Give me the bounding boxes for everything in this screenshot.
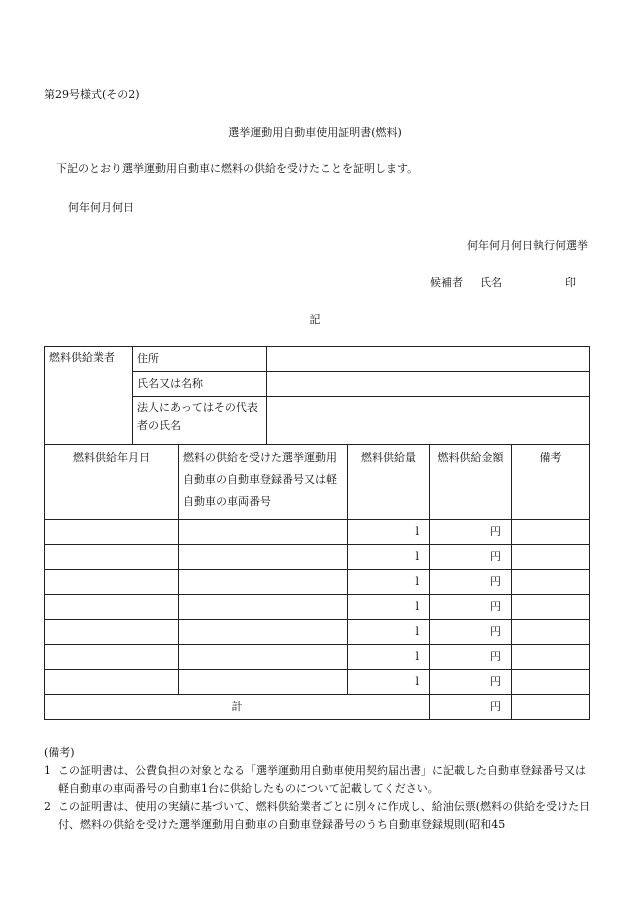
note-item bbox=[44, 762, 592, 798]
row-amount-unit[interactable]: 円 bbox=[430, 595, 512, 620]
row-date[interactable] bbox=[45, 595, 179, 620]
fuel-certificate-table bbox=[44, 346, 590, 720]
note-number: 2 bbox=[44, 800, 51, 813]
row-date[interactable] bbox=[45, 545, 179, 570]
row-date[interactable] bbox=[45, 645, 179, 670]
total-amount-unit[interactable]: 円 bbox=[430, 695, 512, 720]
note-text: この証明書は、使用の実績に基づいて、燃料供給業者ごとに別々に作成し、給油伝票(燃料の供給を受けた日付、燃料の供給を受けた選挙運動用自動車の自動車登録番号のうち自動車登録規則(昭和45 bbox=[58, 800, 591, 831]
note-number: 1 bbox=[44, 764, 51, 777]
supplier-address-label: 住所 bbox=[133, 347, 267, 372]
total-row bbox=[45, 695, 590, 720]
row-remarks[interactable] bbox=[512, 520, 590, 545]
certification-date: 何年何月何日 bbox=[68, 201, 134, 214]
row-quantity-unit[interactable]: l bbox=[348, 520, 430, 545]
total-remarks[interactable] bbox=[512, 695, 590, 720]
seal-mark: 印 bbox=[565, 276, 576, 289]
column-header-remarks: 備考 bbox=[512, 445, 590, 520]
supplier-name-value[interactable] bbox=[267, 372, 590, 397]
row-quantity-unit[interactable]: l bbox=[348, 670, 430, 695]
row-vehicle[interactable] bbox=[179, 620, 348, 645]
supplier-name-label: 氏名又は名称 bbox=[133, 372, 267, 397]
note-text: この証明書は、公費負担の対象となる「選挙運動用自動車使用契約届出書」に記載した自動車登録番号又は軽自動車の車両番号の自動車1台に供給したものについて記載してください。 bbox=[58, 764, 586, 795]
row-quantity-unit[interactable]: l bbox=[348, 570, 430, 595]
intro-text: 下記のとおり選挙運動用自動車に燃料の供給を受けたことを証明します。 bbox=[56, 162, 419, 175]
candidate-line bbox=[430, 274, 576, 290]
row-remarks[interactable] bbox=[512, 595, 590, 620]
row-remarks[interactable] bbox=[512, 620, 590, 645]
row-quantity-unit[interactable]: l bbox=[348, 545, 430, 570]
table-row bbox=[45, 670, 590, 695]
row-amount-unit[interactable]: 円 bbox=[430, 670, 512, 695]
table-row bbox=[45, 570, 590, 595]
document-title: 選挙運動用自動車使用証明書(燃料) bbox=[228, 126, 402, 139]
row-vehicle[interactable] bbox=[179, 645, 348, 670]
row-remarks[interactable] bbox=[512, 545, 590, 570]
total-label: 計 bbox=[45, 695, 430, 720]
column-header-amount: 燃料供給金額 bbox=[430, 445, 512, 520]
row-date[interactable] bbox=[45, 620, 179, 645]
row-vehicle[interactable] bbox=[179, 545, 348, 570]
row-vehicle[interactable] bbox=[179, 670, 348, 695]
supplier-representative-label: 法人にあってはその代表者の氏名 bbox=[133, 397, 267, 445]
table-row bbox=[45, 545, 590, 570]
row-date[interactable] bbox=[45, 670, 179, 695]
row-remarks[interactable] bbox=[512, 645, 590, 670]
column-header-date: 燃料供給年月日 bbox=[45, 445, 179, 520]
supplier-representative-value[interactable] bbox=[267, 397, 590, 445]
row-amount-unit[interactable]: 円 bbox=[430, 620, 512, 645]
row-quantity-unit[interactable]: l bbox=[348, 645, 430, 670]
candidate-name-label: 氏名 bbox=[480, 276, 502, 289]
row-remarks[interactable] bbox=[512, 670, 590, 695]
row-vehicle[interactable] bbox=[179, 570, 348, 595]
column-header-quantity: 燃料供給量 bbox=[348, 445, 430, 520]
row-amount-unit[interactable]: 円 bbox=[430, 645, 512, 670]
notes-header: (備考) bbox=[44, 746, 75, 759]
row-amount-unit[interactable]: 円 bbox=[430, 545, 512, 570]
election-name: 何年何月何日執行何選挙 bbox=[467, 239, 588, 252]
table-row bbox=[45, 595, 590, 620]
row-date[interactable] bbox=[45, 520, 179, 545]
notes-section bbox=[44, 744, 592, 834]
supplier-address-value[interactable] bbox=[267, 347, 590, 372]
ki-heading: 記 bbox=[309, 313, 321, 326]
row-vehicle[interactable] bbox=[179, 595, 348, 620]
table-row bbox=[45, 520, 590, 545]
row-quantity-unit[interactable]: l bbox=[348, 620, 430, 645]
row-remarks[interactable] bbox=[512, 570, 590, 595]
candidate-label: 候補者 bbox=[430, 276, 463, 289]
table-row bbox=[45, 645, 590, 670]
row-amount-unit[interactable]: 円 bbox=[430, 570, 512, 595]
table-row bbox=[45, 620, 590, 645]
form-number: 第29号様式(その2) bbox=[44, 88, 140, 101]
note-item bbox=[44, 798, 592, 834]
column-header-vehicle: 燃料の供給を受けた選挙運動用自動車の自動車登録番号又は軽自動車の車両番号 bbox=[179, 445, 348, 520]
supplier-header: 燃料供給業者 bbox=[45, 347, 133, 445]
row-quantity-unit[interactable]: l bbox=[348, 595, 430, 620]
row-amount-unit[interactable]: 円 bbox=[430, 520, 512, 545]
row-vehicle[interactable] bbox=[179, 520, 348, 545]
row-date[interactable] bbox=[45, 570, 179, 595]
